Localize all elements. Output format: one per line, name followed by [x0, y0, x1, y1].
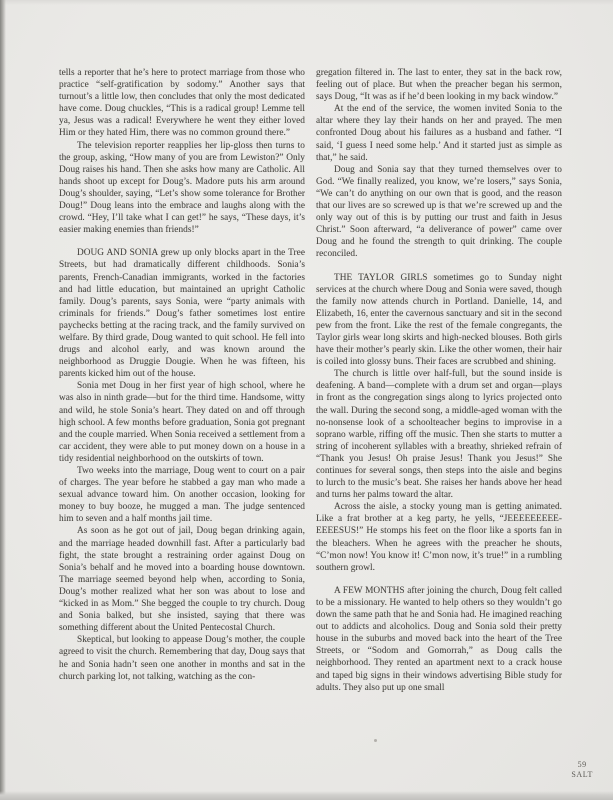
- page-number: 59: [577, 760, 587, 769]
- paragraph-section-taylor-girls: THE TAYLOR GIRLS sometimes go to Sunday night services at the church where Doug and Sonia were saved, though the family now attends church in Portland. Danielle, 14, and Elizabeth, 16, enter the cavernous sanctuary and sit in the second pew from the front. Like the rest of the female congregants, the Taylor girls wear long skirts and high-necked blouses. Both girls have their mother’s pearly skin. Like the other women, their hair is coiled into glossy buns. Their faces are scrubbed and shining.: [316, 272, 562, 368]
- paragraph: gregation filtered in. The last to enter, they sat in the back row, feeling out of place. But when the preacher began his sermon, says Doug, “It was as if he’d been looking in my back window.”: [316, 68, 562, 103]
- paragraph: Doug and Sonia say that they turned themselves over to God. “We finally realized, you know, we’re losers,” says Sonia, “We can’t do anything on our own that is good, and the reason that our lives are so screwed up is that we’re screwed up and the only way out of this is by putting our trust and faith in Jesus Christ.” Soon afterward, “a deliverance of power” came over Doug and he found the strength to quit drinking. The couple reconciled.: [316, 164, 562, 260]
- paragraph: As soon as he got out of jail, Doug began drinking again, and the marriage headed downhill fast. After a particularly bad fight, the state brought a restraining order against Doug on Sonia’s behalf and he moved into a boarding house downtown. The marriage seemed beyond help when, according to Sonia, Doug’s mother realized what her son was about to lose and “kicked in as Mom.” She begged the couple to try church. Doug and Sonia balked, but she insisted, saying that there was something different about the United Pentecostal Church.: [59, 526, 305, 634]
- column-left: [59, 67, 305, 694]
- paragraph-section-few-months: A FEW MONTHS after joining the church, Doug felt called to be a missionary. He wanted to help others so they wouldn’t go down the same path that he and Sonia had. He imagined reaching out to addicts and alcoholics. Doug and Sonia sold their pretty house in the suburbs and moved back into the heart of the Tree Streets, or “Sodom and Gomorrah,” as Doug calls the neighborhood. They rented an apartment next to a crack house and taped big signs in their windows advertising Bible study for adults. They also put up one small: [316, 585, 562, 693]
- magazine-title: SALT: [571, 769, 593, 779]
- page-footer: [571, 760, 593, 779]
- paragraph: At the end of the service, the women invited Sonia to the altar where they lay their hands on her and prayed. The men confronted Doug about his failures as a husband and father. “I said, ‘I guess I need some help.’ And it started just as simple as that,” he said.: [316, 104, 562, 163]
- paragraph-section-doug-and-sonia: DOUG AND SONIA grew up only blocks apart in the Tree Streets, but had dramatically different childhoods. Sonia’s parents, French-Canadian immigrants, worked in the factories and had little education, but maintained an upright Catholic family. Doug’s parents, says Sonia, were “party animals with criminals for friends.” Doug’s father sometimes lost entire paychecks betting at the racing track, and the family survived on welfare. By third grade, Doug wanted to quit school. He fell into drugs and alcohol early, and was known around the neighborhood as Druggie Dougie. When he was fifteen, his parents kicked him out of the house.: [59, 248, 305, 380]
- print-speck: [374, 739, 377, 742]
- paragraph: Sonia met Doug in her first year of high school, where he was also in ninth grade—but for the third time. Handsome, witty and wild, he stole Sonia’s heart. They dated on and off through high school. A few months before graduation, Sonia got pregnant and the couple married. When Sonia received a settlement from a car accident, they were able to put money down on a house in a tidy residential neighborhood on the outskirts of town.: [59, 381, 305, 464]
- article-body: [59, 67, 562, 694]
- paragraph: Two weeks into the marriage, Doug went to court on a pair of charges. The year before he stabbed a gay man who made a sexual advance toward him. On another occasion, looking for money to buy booze, he mugged a man. The judge sentenced him to seven and a half months jail time.: [59, 466, 305, 525]
- paragraph: The church is little over half-full, but the sound inside is deafening. A band—complete with a drum set and organ—plays in front as the congregation sings along to lyrics projected onto the wall. During the second song, a middle-aged woman with the no-nonsense look of a schoolteacher begins to improvise in a soprano warble, riffing off the music. Then she starts to mutter a string of incoherent syllables with a breathy, shrieked refrain of “Thank you Jesus! Oh praise Jesus! Thank you Jesus!” She continues for several songs, then steps into the aisle and begins to lurch to the music’s beat. She raises her hands above her head and turns her palms toward the altar.: [316, 369, 562, 501]
- paragraph: The television reporter reapplies her lip-gloss then turns to the group, asking, “How many of you are from Lewiston?” Only Doug raises his hand. Then she asks how many are Catholic. All hands shoot up except for Doug’s. Madore puts his arm around Doug’s shoulder, saying, “Let’s show some tolerance for Brother Doug!” Doug leans into the embrace and laughs along with the crowd. “Hey, I’ll take what I can get!” he says, “These days, it’s easier making enemies than friends!”: [59, 140, 305, 236]
- paragraph: tells a reporter that he’s here to protect marriage from those who practice “self-gratification by sodomy.” Another says that turnout’s a little low, then concludes that only the most dedicated have come. Doug chuckles, “This is a radical group! Lemme tell ya, Jesus was a radical! Everywhere he went they either loved Him or they hated Him, there was no common ground there.”: [59, 68, 305, 139]
- paragraph: Skeptical, but looking to appease Doug’s mother, the couple agreed to visit the church. Remembering that day, Doug says that he and Sonia hadn’t seen one another in months and sat in the church parking lot, not talking, watching as the con-: [59, 635, 305, 682]
- scan-edge-top: [0, 0, 613, 5]
- column-right: [316, 67, 562, 694]
- scan-edge-bottom: [0, 791, 613, 800]
- page-spine-shadow: [0, 0, 6, 800]
- paragraph: Across the aisle, a stocky young man is getting animated. Like a frat brother at a keg party, he yells, “JEEEEEEEEEEEEESUS!” He stomps his feet on the floor like a sports fan in the bleachers. When he agrees with the preacher he shouts, “C’mon now! You know it! C’mon now, it’s true!” in a rumbling southern growl.: [316, 502, 562, 573]
